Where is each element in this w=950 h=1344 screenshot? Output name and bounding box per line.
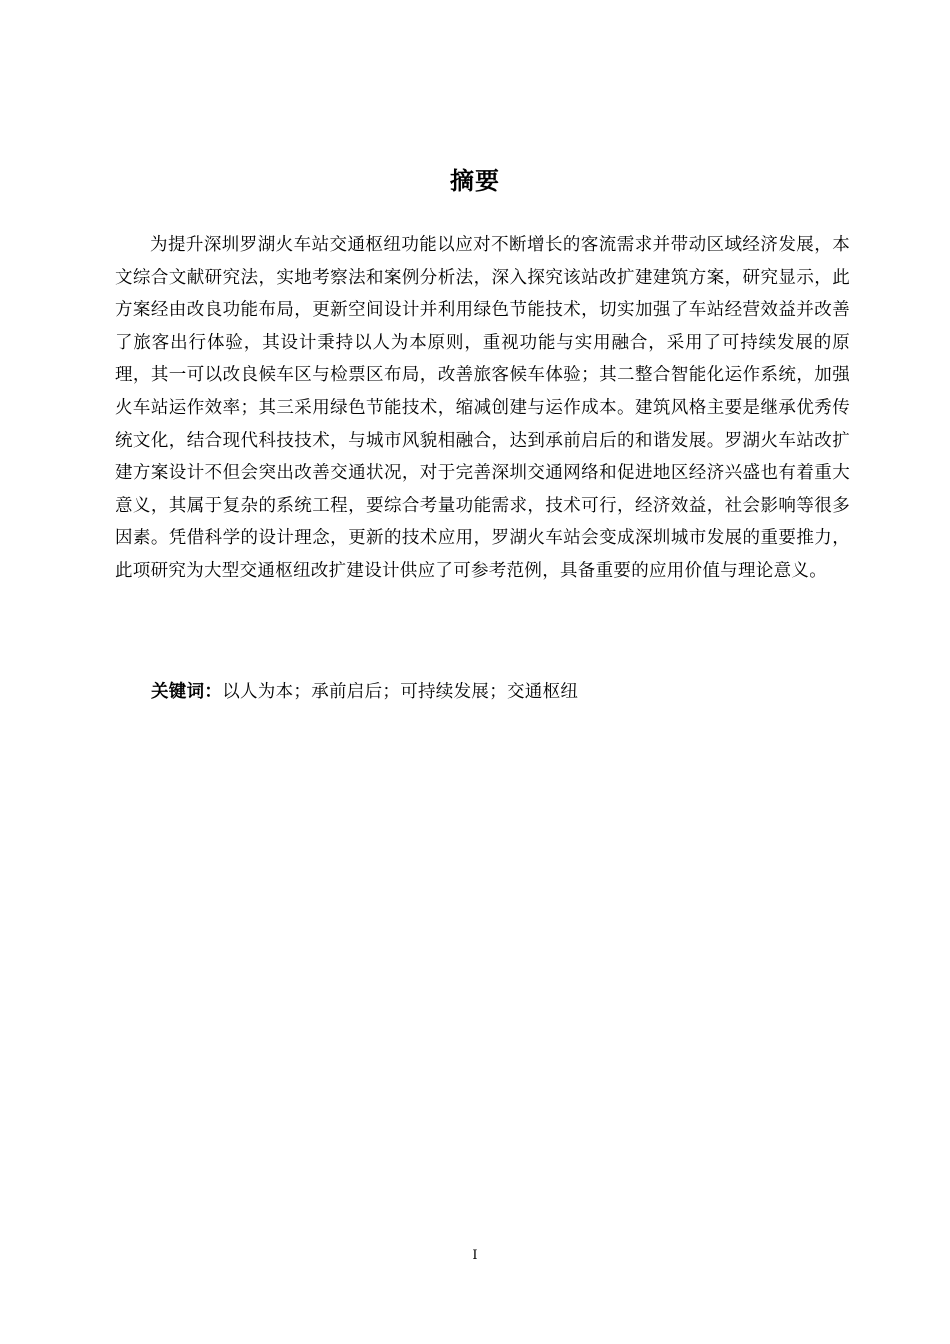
keywords-line bbox=[151, 676, 851, 708]
keywords-label: 关键词： bbox=[151, 682, 223, 702]
page-title: 摘要 bbox=[450, 167, 500, 195]
abstract-paragraph: 为提升深圳罗湖火车站交通枢纽功能以应对不断增长的客流需求并带动区域经济发展，本文综合文献研究法，实地考察法和案例分析法，深入探究该站改扩建建筑方案，研究显示，此方案经由改良功能布局，更新空间设计并利用绿色节能技术，切实加强了车站经营效益并改善了旅客出行体验，其设计秉持以人为本原则，重视功能与实用融合，采用了可持续发展的原理，其一可以改良候车区与检票区布局，改善旅客候车体验；其二整合智能化运作系统，加强火车站运作效率；其三采用绿色节能技术，缩减创建与运作成本。建筑风格主要是继承优秀传统文化，结合现代科技技术，与城市风貌相融合，达到承前启后的和谐发展。罗湖火车站改扩建方案设计不但会突出改善交通状况，对于完善深圳交通网络和促进地区经济兴盛也有着重大意义，其属于复杂的系统工程，要综合考量功能需求，技术可行，经济效益，社会影响等很多因素。凭借科学的设计理念，更新的技术应用，罗湖火车站会变成深圳城市发展的重要推力，此项研究为大型交通枢纽改扩建设计供应了可参考范例，具备重要的应用价值与理论意义。 bbox=[115, 235, 850, 581]
page-number: I bbox=[472, 1248, 478, 1263]
keywords-text: 以人为本；承前启后；可持续发展；交通枢纽 bbox=[222, 682, 579, 702]
